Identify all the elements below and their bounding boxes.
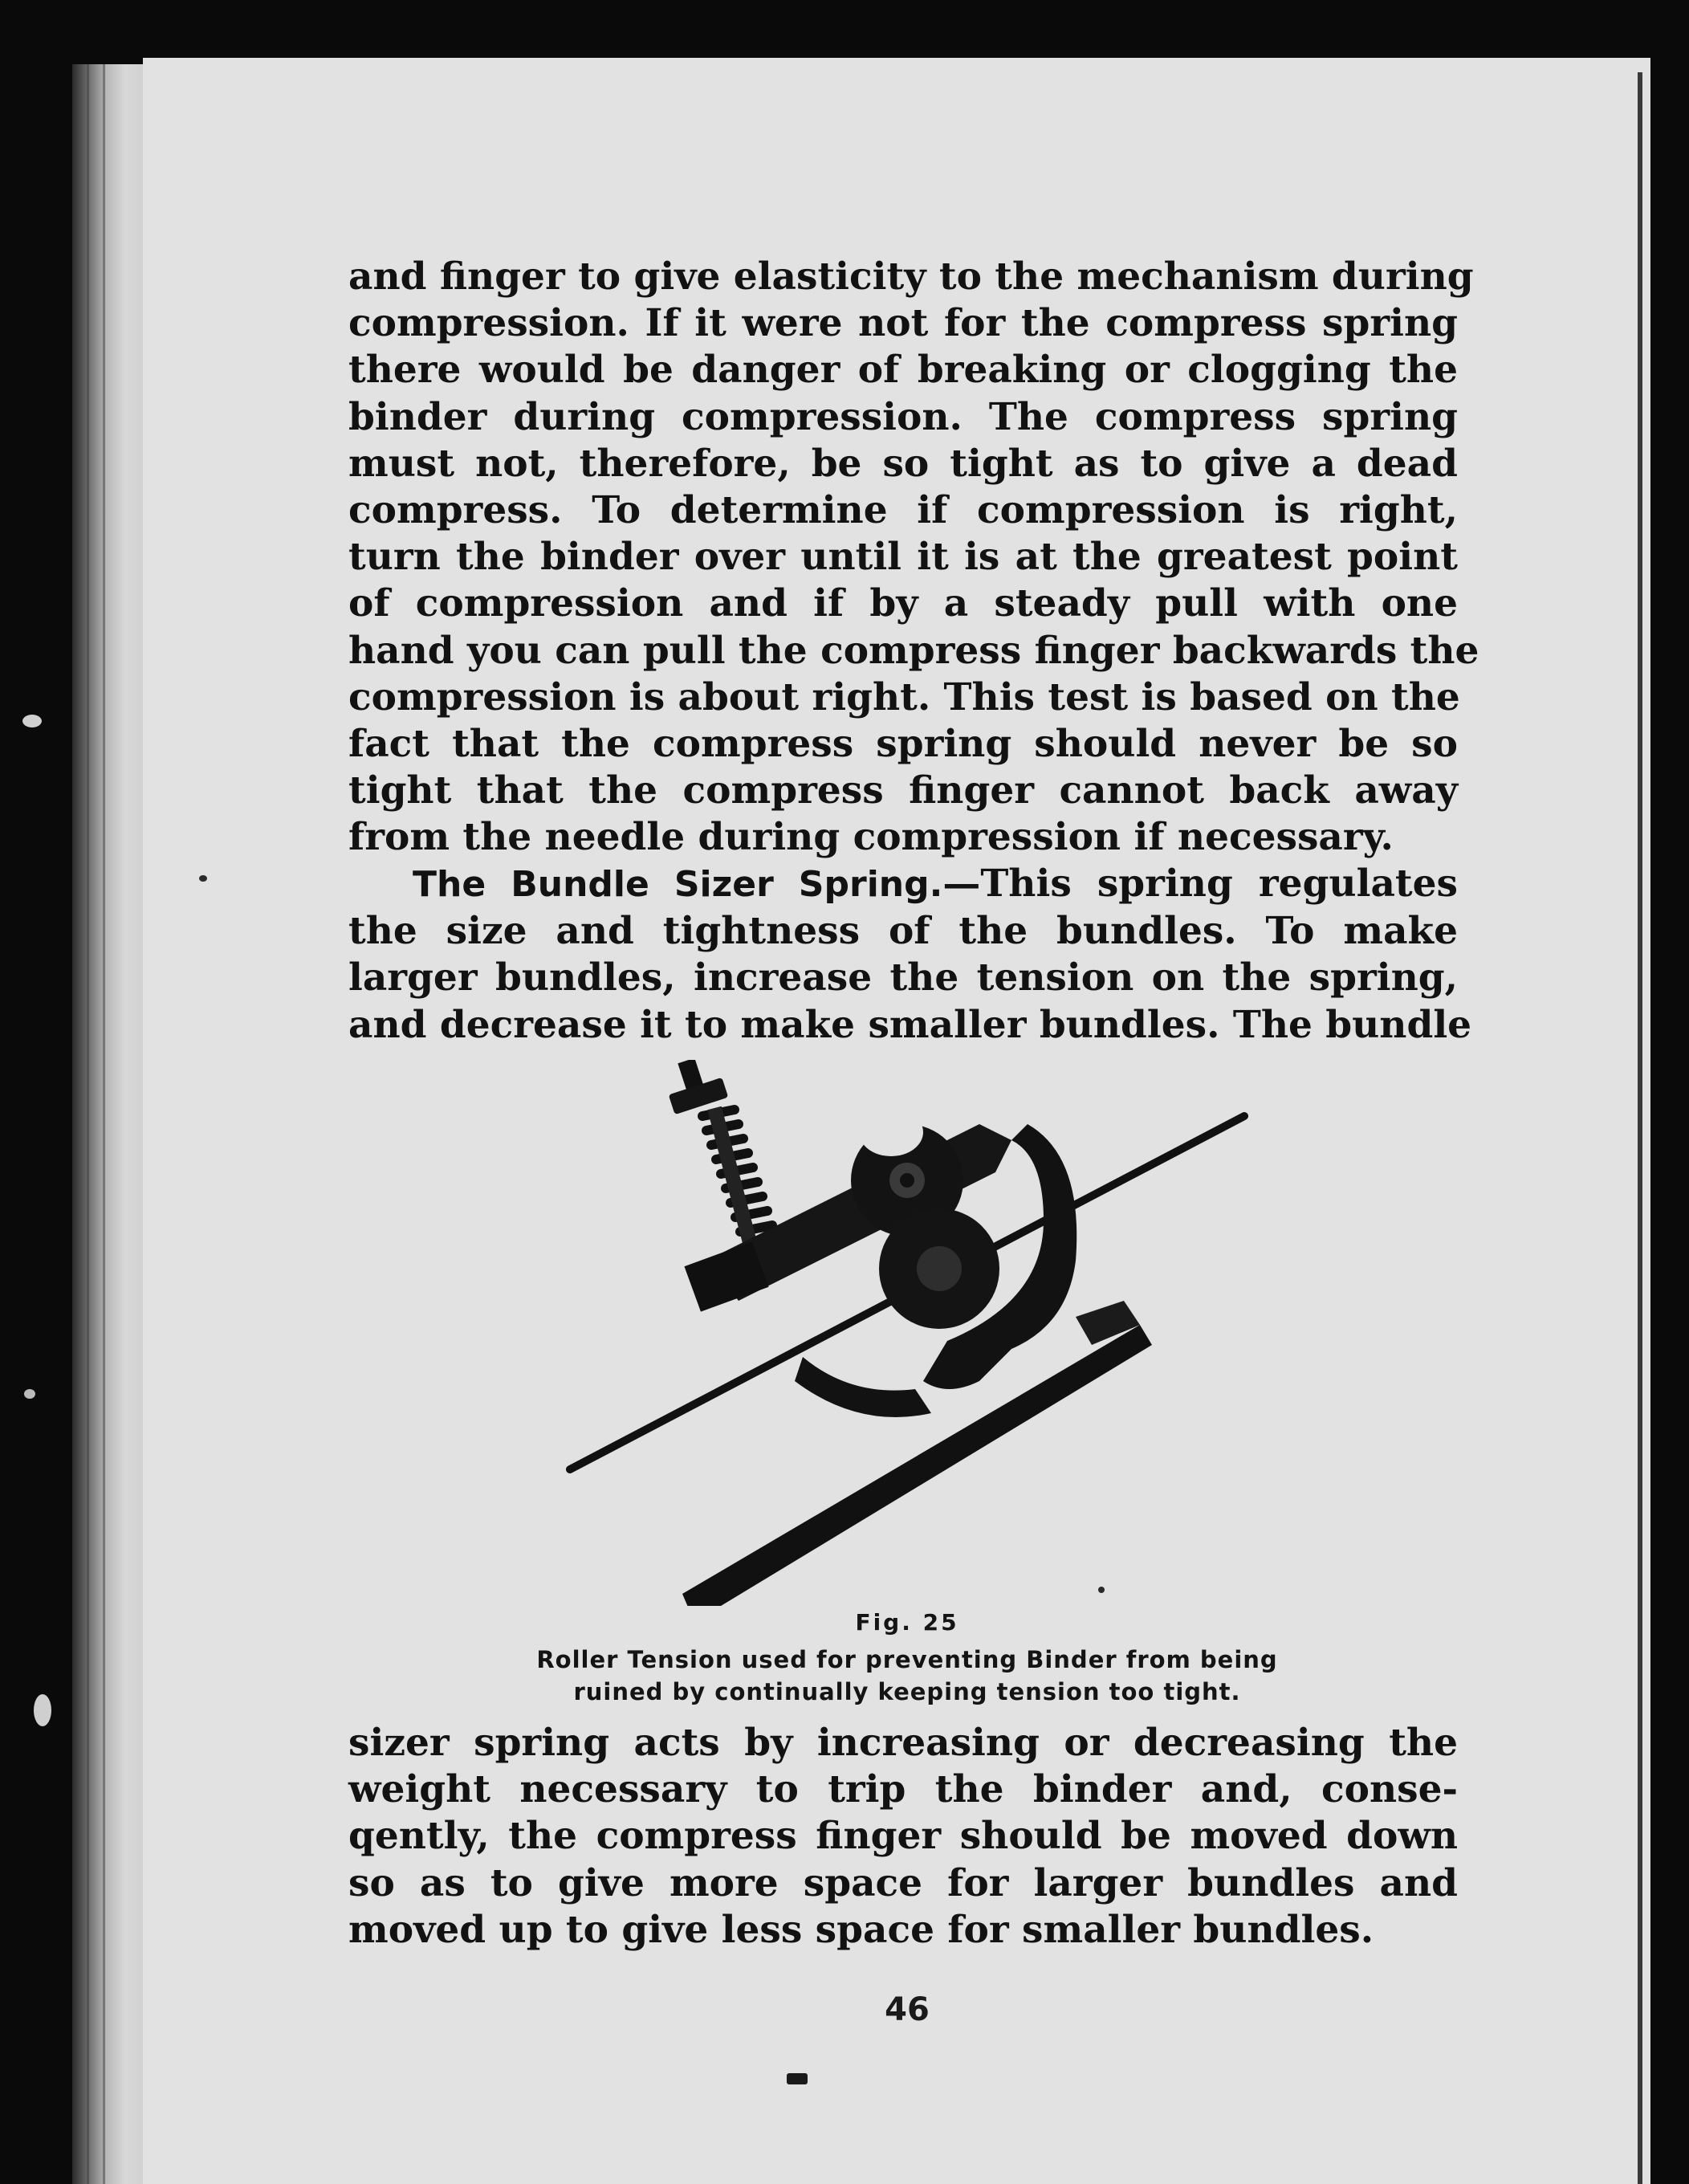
text-line: compress. To determine if compression is right, — [348, 488, 1458, 533]
text-line: qently, the compress finger should be moved down — [348, 1814, 1458, 1859]
paragraph-bundle-sizer — [348, 861, 1472, 1049]
scan-artifact — [24, 1389, 35, 1399]
text-line: larger bundles, increase the tension on the spring, — [348, 956, 1458, 1000]
text-line: turn the binder over until it is at the greatest point — [348, 535, 1458, 580]
page-number: 46 — [885, 1991, 930, 2028]
print-speck — [199, 875, 207, 882]
text-line: hand you can pull the compress finger backwards the — [348, 628, 1479, 673]
text-line: compression is about right. This test is based on the — [348, 674, 1460, 719]
scan-artifact — [22, 715, 42, 727]
bracket-foot — [795, 1357, 931, 1417]
print-speck — [1098, 1587, 1105, 1593]
text-line — [348, 861, 1458, 908]
scan-artifact — [34, 1694, 51, 1726]
arm-block — [684, 1241, 768, 1311]
text-line: must not, therefore, be so tight as to give a dead — [348, 441, 1458, 486]
text-line: binder during compression. The compress spring — [348, 394, 1458, 439]
figure-number: Fig. 25 — [855, 1609, 959, 1636]
section-heading: The Bundle Sizer Spring. — [413, 864, 943, 905]
roller-hub — [917, 1246, 962, 1291]
print-blot — [859, 1108, 923, 1156]
page-right-edge-line — [1638, 72, 1642, 2184]
heading-line-rest: —This spring regulates — [942, 862, 1458, 906]
figure-caption-line: ruined by continually keeping tension too tight. — [573, 1678, 1241, 1705]
spine-edge-line — [103, 64, 105, 2184]
text-line: weight necessary to trip the binder and, conse- — [348, 1767, 1458, 1812]
paragraph-compression — [348, 254, 1479, 862]
text-line: and finger to give elasticity to the mechanism during — [348, 255, 1474, 299]
spine-edge-line — [87, 64, 89, 2184]
roller-tension-illustration — [562, 1060, 1268, 1606]
text-line: there would be danger of breaking or clogging the — [348, 348, 1458, 393]
text-line: fact that the compress spring should never be so — [348, 722, 1458, 767]
lower-bar — [682, 1325, 1152, 1606]
figure-caption-line: Roller Tension used for preventing Binder from being — [536, 1646, 1278, 1673]
text-line: sizer spring acts by increasing or decreasing the — [348, 1721, 1458, 1765]
scan-right-border — [1650, 58, 1689, 2184]
book-spine — [72, 64, 149, 2184]
text-line: the size and tightness of the bundles. To make — [348, 909, 1458, 954]
text-line: and decrease it to make smaller bundles. The bundle — [348, 1002, 1472, 1047]
gear-axle — [900, 1173, 914, 1188]
paragraph-sizer-continued — [348, 1720, 1458, 1954]
text-line: moved up to give less space for smaller bundles. — [348, 1907, 1374, 1952]
print-mark — [787, 2073, 808, 2084]
text-line: so as to give more space for larger bundles and — [348, 1860, 1458, 1905]
text-line: compression. If it were not for the compress spring — [348, 301, 1458, 346]
text-line: tight that the compress finger cannot back away — [348, 768, 1458, 813]
text-line: of compression and if by a steady pull with one — [348, 581, 1458, 626]
text-line: from the needle during compression if necessary. — [348, 815, 1394, 860]
